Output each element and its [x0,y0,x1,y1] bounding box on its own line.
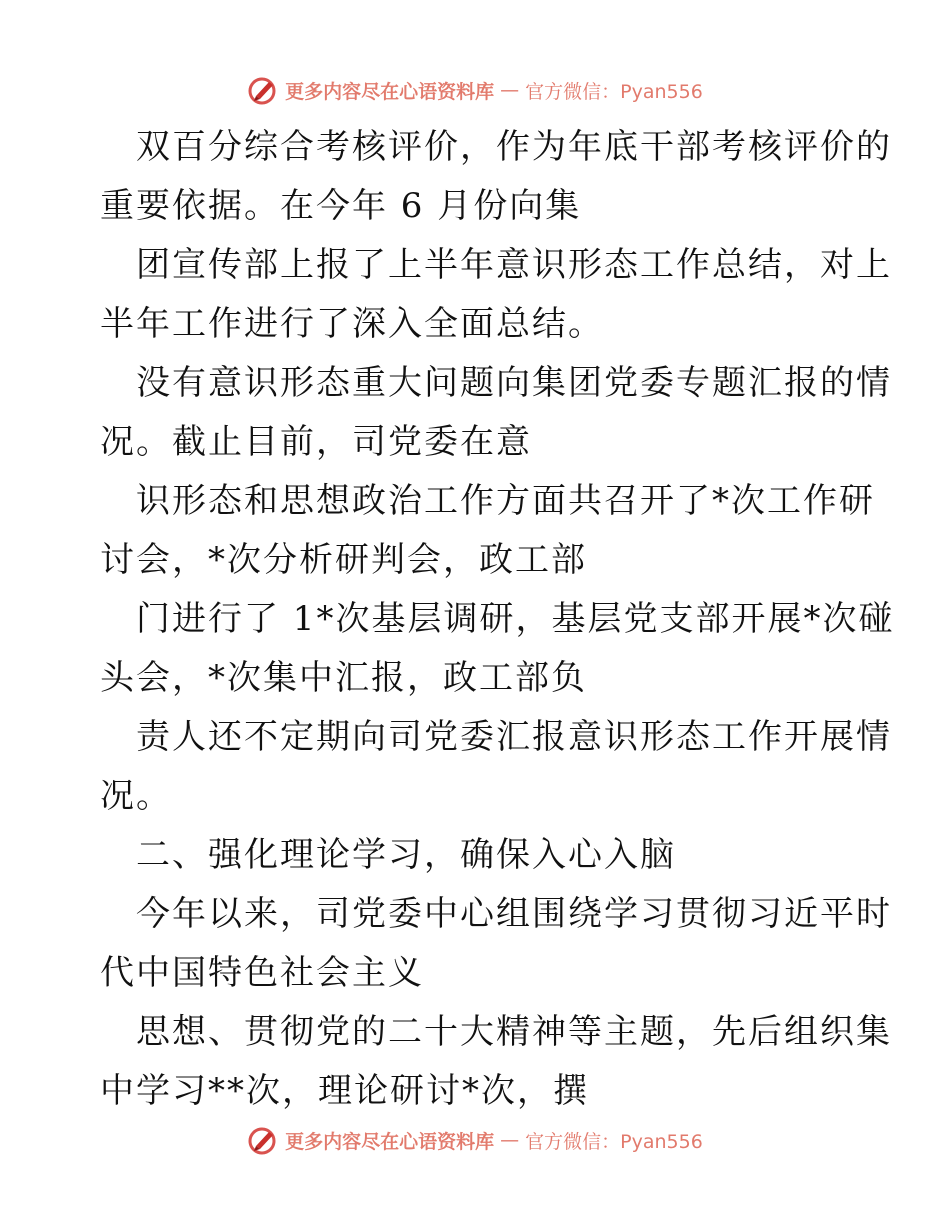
text-line: 没有意识形态重大问题向集团党委专题汇报的情 [136,363,892,403]
text-line: 二、强化理论学习，确保入心入脑 [136,835,676,875]
text-line: 中学习**次，理论研讨*次，撰 [100,1071,589,1111]
document-body [100,118,895,1121]
text-line: 头会，*次集中汇报，政工部负 [100,658,587,698]
text-line: 团宣传部上报了上半年意识形态工作总结，对上 [136,245,892,285]
watermark-site-text: 更多内容尽在心语资料库 [285,80,495,103]
text-line: 讨会，*次分析研判会，政工部 [100,540,587,580]
text-line: 思想、贯彻党的二十大精神等主题，先后组织集 [136,1012,892,1052]
text-line: 半年工作进行了深入全面总结。 [100,304,604,344]
text-line: 重要依据。在今年 6 月份向集 [100,186,582,226]
text-line: 况。截止目前，司党委在意 [100,422,532,462]
watermark-top [0,70,950,110]
text-line: 门进行了 1*次基层调研，基层党支部开展*次碰 [136,599,895,639]
watermark-contact-text: 官方微信：Pyan556 [525,80,703,103]
watermark-bottom [0,1120,950,1160]
watermark-contact-text: 官方微信：Pyan556 [525,1130,703,1153]
pen-logo-icon [247,74,279,106]
watermark-site-text: 更多内容尽在心语资料库 [285,1130,495,1153]
pen-logo-icon [247,1124,279,1156]
watermark-separator: — [500,1129,520,1151]
text-line: 责人还不定期向司党委汇报意识形态工作开展情 [136,717,892,757]
watermark-separator: — [500,79,520,101]
text-line: 代中国特色社会主义 [100,953,424,993]
text-line: 识形态和思想政治工作方面共召开了*次工作研 [136,481,875,521]
text-line: 今年以来，司党委中心组围绕学习贯彻习近平时 [136,894,892,934]
text-line: 况。 [100,776,172,816]
text-line: 双百分综合考核评价，作为年底干部考核评价的 [136,127,892,167]
